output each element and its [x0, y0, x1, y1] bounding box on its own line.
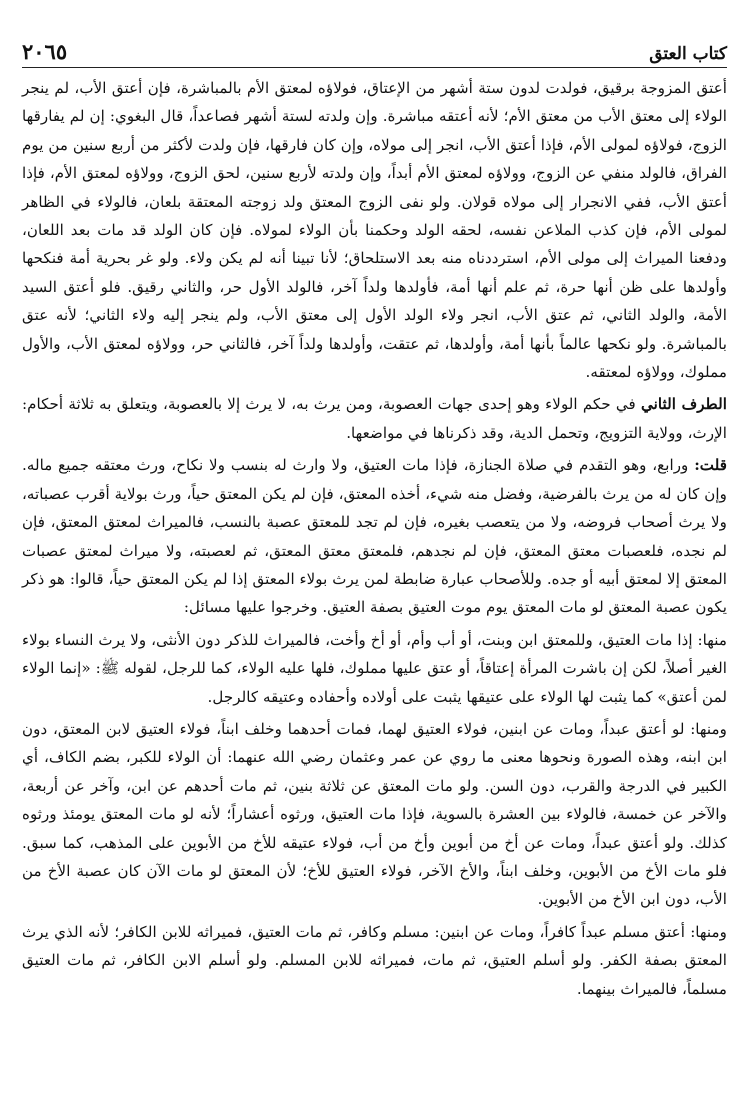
section-heading: الطرف الثاني — [640, 395, 727, 414]
paragraph-1: أعتق المزوجة برقيق، فولدت لدون ستة أشهر من الإعتاق، فولاؤه لمعتق الأم بالمباشرة، فإن أعتق الأب، لم ينجر الولاء إلى معتق الأب من معتق الأم؛ لأنه أعتقه مباشرة. وإن ولدته لستة أشهر فصاعداً، قال البغوي: إن لم يفارقها الزوج، فولاؤه لمولى الأم، فإذا أعتق الأب، انجر إلى مولاه، وإن كان فارقها، فإن ولدت لأكثر من أربع سنين من يوم الفراق، فالولد منفي عن الزوج، وولاؤه لمعتق الأم أبداً، وإن ولدته لأربع سنين، لحق الزوج، وولاؤه لمعتق الأم، فإذا أعتق الأب، ففي الانجرار إلى مولاه قولان. ولو نفى الزوج المعتق ولد زوجته المعتقة بلعان، فالولاء في الظاهر لمولى الأم، فإن كذب الملاعن نفسه، لحقه الولد وحكمنا بأن الولاء لمولاه. فإن كان الولد قد مات بعد اللعان، ودفعنا الميراث إلى مولى الأم، استرددناه منه بعد الاستلحاق؛ لأنا تبينا أنه لم يكن ولاء. ولو غر بحرية أمة فنكحها وأولدها على ظن أنها حرة، ثم علم أنها أمة، فأولدها ولداً آخر، فالولد الأول حر، والثاني رقيق. فلو أعتق السيد الأمة، والولد الثاني، ثم عتق الأب، انجر ولاء الولد الأول إلى معتق الأب، ولم ينجر إليه ولاء الثاني؛ لأنه عتق بالمباشرة. ولو نكحها عالماً بأنها أمة، وأولدها، ثم عتقت، وأولدها ولداً آخر، فالثاني حر، وولاؤه لمعتق الأب، والأول مملوك، وولاؤه لمعتقه. — [22, 79, 727, 382]
page-body — [22, 74, 727, 1079]
paragraph-3 — [22, 451, 727, 621]
paragraph-2-text: في حكم الولاء وهو إحدى جهات العصوبة، ومن يرث به، لا يرث إلا بالعصوبة، ويتعلق به ثلاثة أحكام: الإرث، وولاية التزويج، وتحمل الدية، وقد ذكرناها في مواضعها. — [22, 395, 727, 442]
page-header — [22, 30, 727, 64]
paragraph-3-text: ورابع، وهو التقدم في صلاة الجنازة، فإذا مات العتيق، ولا وارث له بنسب ولا نكاح، ورث معتقه جميع ماله. وإن كان له من يرث بالفرضية، وفضل منه شيء، أخذه المعتق، فإن لم يكن المعتق حياً، ورث بولاية أقرب عصباته، ولا يرث أصحاب فروضه، ولا من يتعصب بغيره، فإن لم تجد للمعتق عصبة بالنسب، فالميراث لمعتق المعتق، فإن لم نجده، فلعصبات معتق المعتق، فإن لم نجدهم، فلمعتق معتق المعتق، ثم لعصبته، ولا ميراث لمعتق عصبات المعتق إلا لمعتق أبيه أو جده. وللأصحاب عبارة ضابطة لمن يرث بولاء المعتق إذا لم يكن المعتق حياً، قالوا: هو ذكر يكون عصبة المعتق لو مات المعتق يوم موت العتيق بصفة العتيق. وخرجوا عليها مسائل: — [22, 456, 727, 617]
header-rule — [22, 67, 727, 68]
paragraph-2 — [22, 390, 727, 447]
running-title: كتاب العتق — [649, 44, 727, 64]
paragraph-5: ومنها: لو أعتق عبداً، ومات عن ابنين، فولاء العتيق لهما، فمات أحدهما وخلف ابناً، فولاء العتيق لابن المعتق، دون ابن ابنه، وهذه الصورة ونحوها معنى ما روي عن عمر وعثمان رضي الله عنهما: أن الولاء للكبر، بضم الكاف، أي الكبير في الدرجة والقرب، دون السن. ولو مات المعتق عن ثلاثة بنين، ثم مات أحدهم عن ابن، وآخر عن أربعة، والآخر عن خمسة، فالولاء بين العشرة بالسوية، فإذا مات العتيق، ورثوه أعشاراً؛ لأنه لو مات المعتق يومئذ ورثوه كذلك. ولو أعتق عبداً، ومات عن أخ من أبوين وأخ من أب، فولاء عتيقه للأخ من الأبوين على المذهب، كما سبق. فلو مات الأخ من الأبوين، وخلف ابناً، والأخ الآخر، فولاء العتيق للأخ؛ لأن المعتق لو مات الآن كان عصبة الأخ من الأب، دون ابن الأخ من الأبوين. — [22, 719, 727, 909]
paragraph-4: منها: إذا مات العتيق، وللمعتق ابن وبنت، أو أب وأم، أو أخ وأخت، فالميراث للذكر دون الأنثى، ولا يرث النساء بولاء الغير أصلاً، لكن إن باشرت المرأة إعتاقاً، أو عتق عليها مملوك، فلها عليه الولاء، كما للرجل، لقوله ﷺ: «إنما الولاء لمن أعتق» كما يثبت لها الولاء على عتيقها يثبت على أولاده وأحفاده وعتيقه كالرجل. — [22, 630, 727, 706]
qultu-marker: قلت: — [694, 456, 727, 475]
paragraph-6: ومنها: أعتق مسلم عبداً كافراً، ومات عن ابنين: مسلم وكافر، ثم مات العتيق، فميراثه للابن الكافر؛ لأنه الذي يرث المعتق بصفة الكفر. ولو أسلم العتيق، ثم مات، فميراثه للابن المسلم. ولو أسلم الابن الكافر، ثم مات العتيق مسلماً، فالميراث بينهما. — [22, 922, 727, 998]
page-number: ٢٠٦٥ — [22, 39, 68, 64]
